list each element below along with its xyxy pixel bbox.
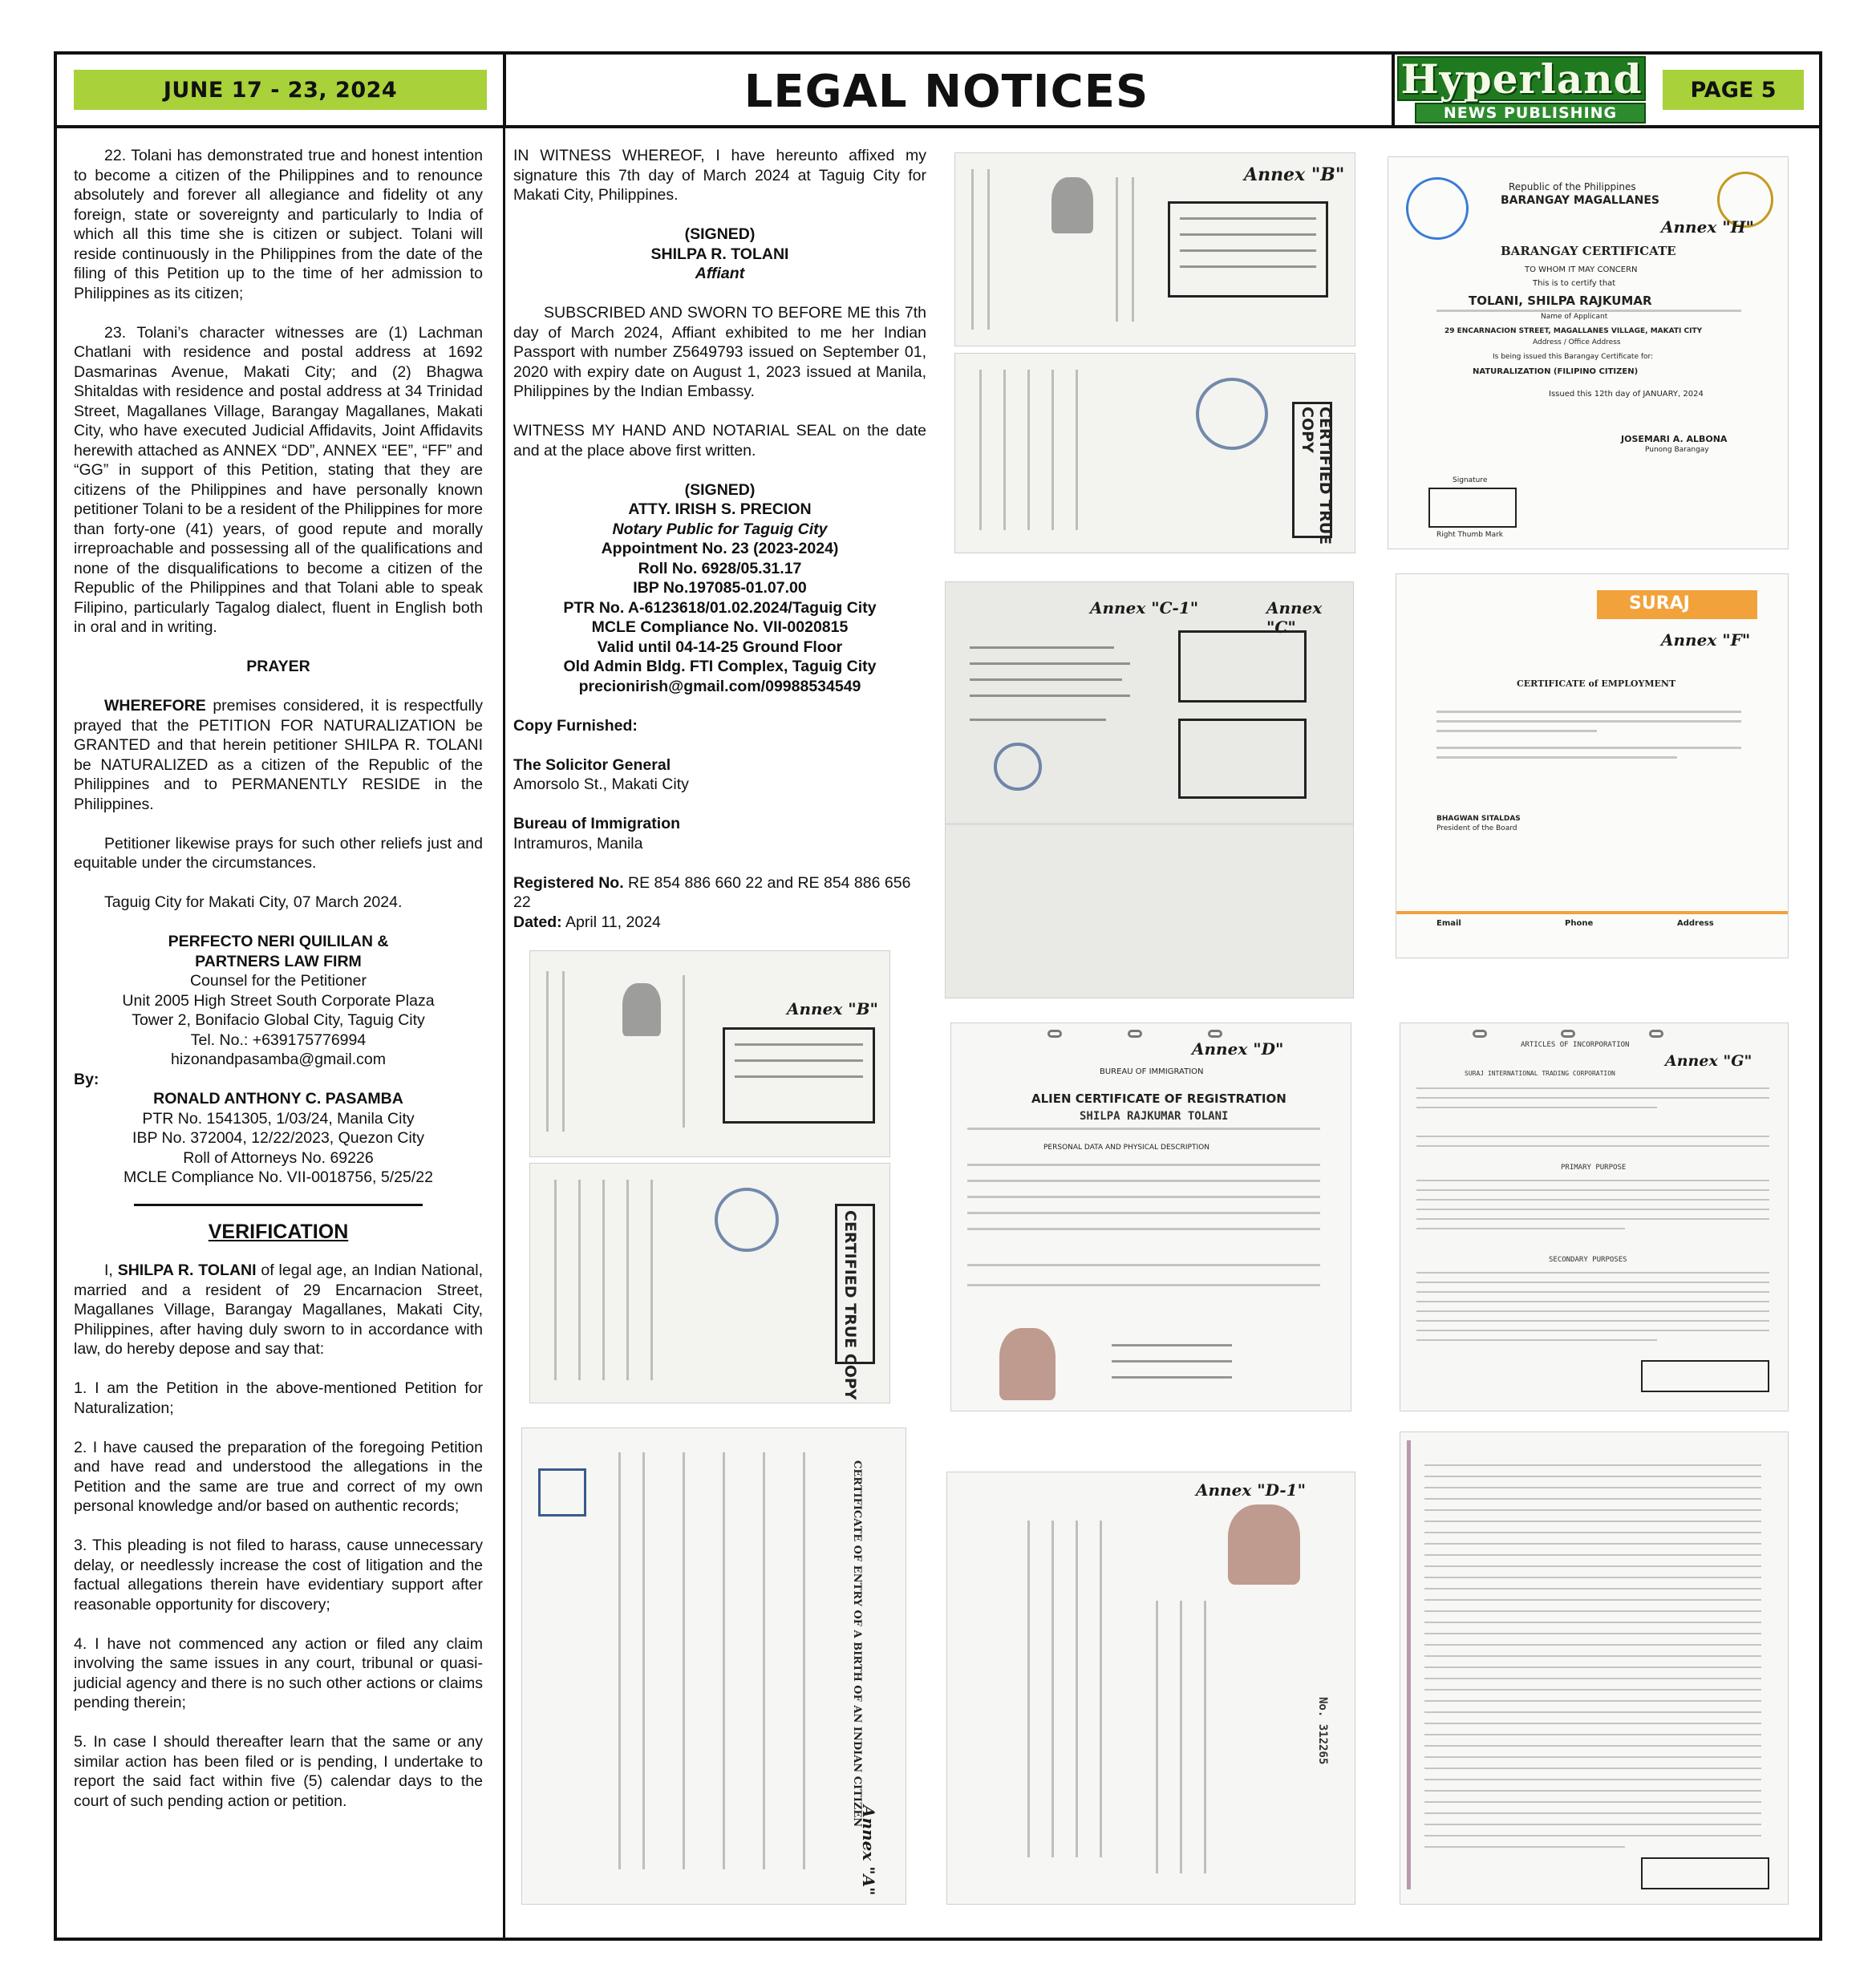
firm-role: Counsel for the Petitioner	[189, 972, 367, 990]
handwriting-line	[970, 719, 1106, 721]
handwriting-line	[970, 694, 1130, 697]
body-line	[1424, 1723, 1761, 1724]
logo-wordmark-text: Hyperland	[1400, 55, 1643, 103]
brgy-thumb-label: Right Thumb Mark	[1436, 531, 1503, 539]
handwriting-line	[970, 662, 1130, 665]
wherefore-text: premises considered, it is respectfully prayed that the PETITION FOR NATURALIZATION be GRANTED and that herein petitioner SHILPA R. TOLANI be NATURALIZED as a citizen of the Republic of the Philippines and to PERMANENTLY RESIDE in the Philippines.	[74, 697, 483, 813]
exhibit-passport-annex-b-copy	[529, 950, 890, 1157]
logo-tagline	[1415, 103, 1646, 124]
brgy-name-label: Name of Applicant	[1541, 313, 1608, 321]
by-label: By:	[74, 1070, 99, 1088]
notary-name: ATTY. IRISH S. PRECION	[628, 500, 812, 518]
acr-title: ALIEN CERTIFICATE OF REGISTRATION	[1031, 1091, 1286, 1106]
notary-seal	[715, 1188, 779, 1252]
text-line	[1051, 370, 1054, 530]
form-line	[1112, 1376, 1232, 1379]
mrz-line	[562, 971, 565, 1132]
body-line	[1424, 1565, 1761, 1567]
immigration-stamp	[1178, 719, 1307, 799]
articles-title: ARTICLES OF INCORPORATION	[1521, 1041, 1630, 1049]
form-line	[967, 1264, 1320, 1266]
brgy-name: BARANGAY MAGALLANES	[1501, 194, 1659, 207]
body-line	[1416, 1209, 1769, 1210]
spacer	[513, 795, 926, 815]
footer-email-label: Email	[1436, 919, 1461, 928]
body-line	[1424, 1521, 1761, 1522]
form-line	[1112, 1344, 1232, 1346]
body-line	[1416, 1282, 1769, 1283]
page-number-badge	[1663, 70, 1804, 110]
text-line	[1180, 1601, 1182, 1873]
thumb-mark-box	[1428, 488, 1517, 528]
brgy-purpose: NATURALIZATION (FILIPINO CITIZEN)	[1473, 367, 1639, 376]
exhibit-acr-annex-d	[950, 1022, 1351, 1411]
body-line	[1424, 1464, 1761, 1466]
verification-item-3: 3. This pleading is not filed to harass, cause unnecessary delay, or needlessly increase the cost of litigation and the factual allegations therein have evidentiary support after reasonable opportunity for discovery;	[74, 1537, 483, 1614]
registered-numbers	[513, 873, 926, 913]
body-line	[1416, 1189, 1769, 1191]
embassy-seal	[994, 743, 1042, 791]
brgy-certify: This is to certify that	[1533, 279, 1616, 288]
mrz-line	[987, 169, 990, 330]
certified-stamp	[1641, 1857, 1769, 1889]
body-line	[1416, 1097, 1769, 1099]
form-line	[967, 1212, 1320, 1214]
body-line	[1416, 1339, 1657, 1341]
body-line	[1416, 1136, 1769, 1137]
issue-date: JUNE 17 - 23, 2024	[163, 77, 398, 103]
brgy-signature-label: Signature	[1453, 476, 1488, 484]
verification-item-5: 5. In case I should thereafter learn that the same or any similar action has been filed or is pending, I undertake to report the said fact within five (5) calendar days to the court of such pending action or petition.	[74, 1733, 483, 1810]
notary-mcle: MCLE Compliance No. VII-0020815	[591, 618, 849, 636]
body-line	[1424, 1801, 1761, 1803]
certified-stamp-text: CERTIFIED TRUE COPY	[841, 1210, 859, 1400]
firm-email: hizonandpasamba@gmail.com	[170, 1051, 387, 1068]
stamp-line	[735, 1043, 863, 1046]
notary-title: Notary Public for Taguig City	[612, 520, 828, 538]
text-line	[1076, 1521, 1078, 1857]
body-line	[1424, 1498, 1761, 1500]
firm-address-1: Unit 2005 High Street South Corporate Plaza	[122, 991, 435, 1010]
text-line	[1156, 1601, 1158, 1873]
notary-appointment: Appointment No. 23 (2023-2024)	[601, 540, 839, 557]
acr-personal-heading: PERSONAL DATA AND PHYSICAL DESCRIPTION	[1043, 1144, 1209, 1152]
stamp-line	[735, 1059, 863, 1062]
header-divider	[1392, 51, 1395, 128]
secondary-purposes: SECONDARY PURPOSES	[1549, 1256, 1627, 1264]
firm-address-2: Tower 2, Bonifacio Global City, Taguig City	[132, 1011, 425, 1029]
scan-edge	[1407, 1440, 1411, 1889]
recipient-sg: The Solicitor General	[513, 755, 671, 774]
brgy-issued-for: Is being issued this Barangay Certificate for:	[1493, 353, 1654, 361]
immigration-stamp	[1178, 630, 1307, 703]
passport-photo	[1051, 177, 1093, 233]
verification-pre: I,	[104, 1261, 118, 1279]
revenue-stamp	[538, 1468, 586, 1517]
recipient-sg-address: Amorsolo St., Makati City	[513, 775, 689, 793]
employment-cert-title: CERTIFICATE of EMPLOYMENT	[1517, 678, 1676, 689]
column-2	[513, 146, 926, 932]
clip-hole	[1561, 1030, 1575, 1038]
footer-phone-label: Phone	[1565, 919, 1594, 928]
body-line	[1436, 720, 1741, 723]
body-line	[1424, 1812, 1761, 1814]
attorney-ptr: PTR No. 1541305, 1/03/24, Manila City	[142, 1109, 415, 1128]
form-line	[967, 1164, 1320, 1166]
verification-intro	[74, 1261, 483, 1359]
text-line	[626, 1180, 629, 1380]
handwriting-line	[970, 678, 1122, 681]
body-line	[1416, 1087, 1769, 1089]
text-line	[1076, 370, 1078, 530]
form-line	[967, 1196, 1320, 1198]
place-date: Taguig City for Makati City, 07 March 2024.	[104, 893, 403, 911]
spacer	[513, 853, 926, 873]
registered-value: RE 854 886 660 22 and RE 854 886 656 22	[513, 873, 911, 911]
affiant-name: SHILPA R. TOLANI	[650, 245, 789, 263]
clip-hole	[1649, 1030, 1663, 1038]
certified-stamp-text: CERTIFIED TRUE COPY	[1299, 407, 1334, 545]
text-line	[979, 370, 982, 530]
mrz-line	[546, 971, 549, 1132]
primary-purpose: PRIMARY PURPOSE	[1561, 1164, 1627, 1172]
text-line	[618, 1452, 621, 1869]
table-rule	[723, 1452, 725, 1869]
form-line	[967, 1180, 1320, 1182]
body-line	[1436, 747, 1741, 749]
spacer	[513, 696, 926, 716]
brgy-captain-label: Punong Barangay	[1645, 446, 1709, 454]
suraj-logo: SURAJ	[1629, 593, 1690, 613]
exhibit-passport-data-page	[954, 353, 1355, 553]
body-line	[1424, 1756, 1761, 1758]
body-line	[1424, 1666, 1761, 1668]
body-line	[1424, 1846, 1625, 1848]
notary-validity: Valid until 04-14-25 Ground Floor	[597, 638, 843, 656]
spacer	[513, 284, 926, 304]
clip-hole	[1473, 1030, 1487, 1038]
passport-photo	[622, 983, 661, 1036]
body-line	[1424, 1768, 1761, 1769]
acr-bureau: BUREAU OF IMMIGRATION	[1100, 1067, 1204, 1076]
body-line	[1416, 1199, 1769, 1201]
table-rule	[763, 1452, 765, 1869]
firm-phone: Tel. No.: +639175776994	[190, 1031, 367, 1049]
exhibit-employment-certificate	[1396, 573, 1789, 958]
body-line	[1416, 1228, 1625, 1229]
text-line	[1027, 370, 1030, 530]
suraj-signer-role: President of the Board	[1436, 824, 1517, 832]
exhibit-articles-annex-g	[1400, 1022, 1789, 1411]
annex-label: Annex "D-1"	[1196, 1480, 1306, 1500]
text-line	[683, 975, 685, 1128]
annex-label: Annex "F"	[1661, 630, 1751, 650]
body-line	[1424, 1509, 1761, 1511]
text-line	[1027, 1521, 1030, 1857]
body-line	[1424, 1487, 1761, 1488]
stamp-line	[1180, 249, 1316, 252]
issue-date-badge	[74, 70, 487, 110]
stamp-line	[1180, 233, 1316, 236]
birth-cert-title: CERTIFICATE OF ENTRY OF A BIRTH OF AN INDIAN CITIZEN	[851, 1460, 863, 1828]
page-number: PAGE 5	[1690, 77, 1777, 103]
verification-item-4: 4. I have not commenced any action or filed any claim involving the same issues in any court, tribunal or quasi-judicial agency and there is no such other actions or claims pending therein;	[74, 1634, 483, 1711]
body-line	[1436, 730, 1597, 732]
attorney-roll: Roll of Attorneys No. 69226	[183, 1148, 374, 1167]
logo-tagline-text: NEWS PUBLISHING	[1443, 104, 1618, 122]
body-line	[1416, 1218, 1769, 1220]
body-line	[1416, 1145, 1769, 1147]
firm-name-2: PARTNERS LAW FIRM	[195, 952, 362, 970]
signed-mark-notary: (SIGNED)	[684, 480, 756, 499]
body-line	[1424, 1610, 1761, 1612]
body-line	[1424, 1655, 1761, 1657]
body-line	[1424, 1835, 1761, 1836]
section-title-text: LEGAL NOTICES	[744, 65, 1149, 118]
annex-label: Annex "C"	[1266, 598, 1323, 637]
text-line	[1132, 177, 1134, 322]
table-rule	[683, 1452, 685, 1869]
exhibit-passport-annex-c	[945, 581, 1354, 998]
column-1	[74, 146, 483, 1831]
attorney-ibp: IBP No. 372004, 12/22/2023, Quezon City	[132, 1129, 424, 1147]
acr-photo	[1228, 1504, 1300, 1585]
text-line	[650, 1180, 653, 1380]
body-line	[1416, 1320, 1769, 1322]
notary-seal	[1196, 378, 1268, 450]
exhibit-acr-annex-d1	[946, 1472, 1355, 1905]
body-line	[967, 1128, 1320, 1130]
body-line	[1424, 1532, 1761, 1533]
section-divider	[134, 1204, 423, 1206]
mrz-line	[971, 169, 974, 330]
attorney-mcle: MCLE Compliance No. VII-0018756, 5/25/22	[124, 1168, 433, 1186]
footer-address-label: Address	[1677, 919, 1714, 928]
registered-label: Registered No.	[513, 873, 624, 892]
body-line	[1424, 1599, 1761, 1601]
attorney-name: RONALD ANTHONY C. PASAMBA	[153, 1090, 403, 1108]
body-line	[1416, 1330, 1769, 1331]
text-line	[602, 1180, 605, 1380]
page-edge	[946, 823, 1354, 825]
wherefore-paragraph	[74, 696, 483, 814]
body-line	[1436, 756, 1677, 759]
verification-name: SHILPA R. TOLANI	[117, 1261, 257, 1279]
annex-label: Annex "B"	[1244, 164, 1345, 185]
form-line	[1112, 1360, 1232, 1363]
body-line	[1424, 1588, 1761, 1589]
suraj-signer: BHAGWAN SITALDAS	[1436, 815, 1521, 823]
body-line	[1424, 1790, 1761, 1792]
affiant-label: Affiant	[695, 265, 745, 282]
body-line	[1424, 1622, 1761, 1623]
stamp-line	[735, 1075, 863, 1078]
certified-stamp	[1641, 1360, 1769, 1392]
publisher-logo	[1397, 56, 1646, 125]
body-line	[1416, 1272, 1769, 1274]
witness-paragraph: IN WITNESS WHEREOF, I have hereunto affixed my signature this 7th day of March 2024 at Taguig City for Makati City, Philippines.	[513, 147, 926, 204]
section-title	[505, 58, 1388, 125]
stamp-line	[1180, 265, 1316, 268]
annex-label: Annex "G"	[1665, 1052, 1752, 1070]
prayer-heading: PRAYER	[246, 658, 310, 675]
body-line	[1424, 1577, 1761, 1578]
text-line	[1116, 177, 1118, 322]
body-line	[1424, 1554, 1761, 1556]
signed-mark: (SIGNED)	[684, 225, 756, 243]
annex-label: Annex "H"	[1661, 217, 1754, 237]
exhibit-birth-certificate-annex-a	[521, 1427, 906, 1905]
logo-wordmark	[1397, 56, 1646, 101]
annex-label: Annex "D"	[1192, 1039, 1284, 1059]
notary-roll: Roll No. 6928/05.31.17	[638, 559, 802, 577]
body-line	[1424, 1678, 1761, 1679]
acr-photo	[999, 1328, 1056, 1400]
body-line	[1424, 1745, 1761, 1747]
verification-heading: VERIFICATION	[208, 1220, 349, 1243]
body-line	[1416, 1301, 1769, 1302]
body-line	[1424, 1633, 1761, 1634]
brgy-issued-date: Issued this 12th day of JANUARY, 2024	[1549, 390, 1704, 399]
copy-furnished-label: Copy Furnished:	[513, 716, 638, 735]
brgy-whom: TO WHOM IT MAY CONCERN	[1525, 265, 1638, 274]
brgy-address-label: Address / Office Address	[1533, 338, 1621, 346]
notarial-seal-paragraph: WITNESS MY HAND AND NOTARIAL SEAL on the date and at the place above first written.	[513, 422, 926, 460]
dated-line	[513, 913, 926, 933]
exhibit-articles-continued	[1400, 1431, 1789, 1905]
barangay-seal	[1406, 177, 1469, 240]
text-line	[578, 1180, 581, 1380]
annex-label: Annex "B"	[787, 999, 878, 1018]
body-line	[1416, 1291, 1769, 1293]
articles-corp: SURAJ INTERNATIONAL TRADING CORPORATION	[1465, 1070, 1615, 1077]
exhibit-passport-annex-b	[954, 152, 1355, 346]
body-line	[1424, 1689, 1761, 1691]
body-line	[1424, 1779, 1761, 1780]
brgy-applicant: TOLANI, SHILPA RAJKUMAR	[1469, 294, 1652, 308]
body-line	[1424, 1824, 1761, 1825]
body-line	[1424, 1644, 1761, 1646]
exhibit-barangay-certificate	[1388, 156, 1789, 549]
notary-ptr: PTR No. A-6123618/01.02.2024/Taguig City	[563, 598, 877, 617]
brgy-captain: JOSEMARI A. ALBONA	[1621, 434, 1728, 444]
recipient-boi: Bureau of Immigration	[513, 815, 681, 832]
body-line	[1424, 1734, 1761, 1735]
spacer	[513, 735, 926, 755]
body-line	[1424, 1700, 1761, 1702]
body-line	[1424, 1711, 1761, 1713]
paragraph-23: 23. Tolani’s character witnesses are (1) Lachman Chatlani with residence and postal address at 1692 Dasmarinas Avenue, Makati City; and (2) Bhagwa Shitaldas with residence and postal address at 34 Trinidad Street, Magallanes Village, Barangay Magallanes, Makati City, who have executed Judicial Affidavits, Joint Affidavits herewith attached as ANNEX “DD”, ANNEX “EE”, “FF” and “GG” in support of this Petition, stating that they are citizens of the Philippines and have personally known petitioner Tolani to be a resident of the Philippines for more than forty-one (41) years, of good repute and morally irreproachable and possessing all of the qualifications and none of the disqualifications to become a citizen of the Republic of the Philippines and that Tolani able to speak Filipino, particularly Tagalog dialect, fluent in English both in oral and in writing.	[74, 323, 483, 636]
handwriting-line	[970, 646, 1114, 649]
clip-hole	[1128, 1030, 1142, 1038]
subscribed-paragraph: SUBSCRIBED AND SWORN TO BEFORE ME this 7th day of March 2024, Affiant exhibited to me her Indian Passport with number Z5649793 issued on September 01, 2020 with expiry date on August 1, 2023 issued at Manila, Philippines by the Indian Embassy.	[513, 304, 926, 400]
footer-rule	[1396, 911, 1789, 914]
annex-label: Annex "A"	[859, 1805, 878, 1896]
text-line	[1204, 1601, 1206, 1873]
column-rule	[503, 128, 505, 1941]
text-line	[554, 1180, 557, 1380]
other-reliefs-paragraph: Petitioner likewise prays for such other reliefs just and equitable under the circumstances.	[74, 834, 483, 872]
notary-address: Old Admin Bldg. FTI Complex, Taguig City	[563, 658, 877, 675]
firm-name-1: PERFECTO NERI QUILILAN &	[168, 933, 389, 950]
verification-item-1: 1. I am the Petition in the above-mentioned Petition for Naturalization;	[74, 1379, 483, 1417]
verification-item-2: 2. I have caused the preparation of the foregoing Petition and have read and understood the allegations in the Petition and the same are true and correct of my own personal knowledge and/or based on authentic records;	[74, 1438, 483, 1515]
text-line	[1100, 1521, 1102, 1857]
form-line	[967, 1284, 1320, 1286]
underline	[1436, 310, 1741, 312]
stamp-line	[1180, 217, 1316, 220]
dated-value: April 11, 2024	[561, 913, 661, 931]
clip-hole	[1047, 1030, 1062, 1038]
body-line	[1424, 1476, 1761, 1477]
body-line	[1416, 1310, 1769, 1312]
brgy-address: 29 ENCARNACION STREET, MAGALLANES VILLAGE, MAKATI CITY	[1444, 327, 1703, 335]
form-line	[967, 1228, 1320, 1230]
text-line	[642, 1452, 645, 1869]
brgy-republic: Republic of the Philippines	[1509, 181, 1636, 192]
text-line	[1003, 370, 1006, 530]
verification-text: of legal age, an Indian National, married and a resident of 29 Encarnacion Street, Magallanes Village, Barangay Magallanes, Makati City, Philippines, after having duly sworn to in accordance with law, do hereby depose and say that:	[74, 1261, 483, 1358]
annex-label: Annex "C-1"	[1090, 598, 1199, 618]
text-line	[1051, 1521, 1054, 1857]
wherefore-lead: WHEREFORE	[104, 697, 206, 715]
body-line	[1424, 1543, 1761, 1545]
exhibit-passport-data-page-copy	[529, 1163, 890, 1403]
notary-ibp: IBP No.197085-01.07.00	[633, 579, 807, 597]
body-line	[1436, 711, 1741, 713]
notary-contact: precionirish@gmail.com/09988534549	[578, 677, 861, 695]
paragraph-22: 22. Tolani has demonstrated true and honest intention to become a citizen of the Philippines and to renounce absolutely and forever all allegiance and fidelity ot any foreign, state or sovereignty and particularly to India of which all this time she is citizen or subject. Tolani will reside continuously in the Philippines from the date of the filing of this Petition up to the time of her admission to Philippines as its citizen;	[74, 147, 483, 302]
acr-name: SHILPA RAJKUMAR TOLANI	[1080, 1110, 1229, 1123]
table-rule	[803, 1452, 805, 1869]
dated-label: Dated:	[513, 913, 562, 931]
acr-number: No. 312265	[1316, 1697, 1329, 1765]
brgy-cert-title: BARANGAY CERTIFICATE	[1501, 244, 1676, 258]
body-line	[1416, 1107, 1657, 1108]
clip-hole	[1208, 1030, 1222, 1038]
recipient-boi-address: Intramuros, Manila	[513, 834, 643, 852]
body-line	[1416, 1180, 1769, 1181]
